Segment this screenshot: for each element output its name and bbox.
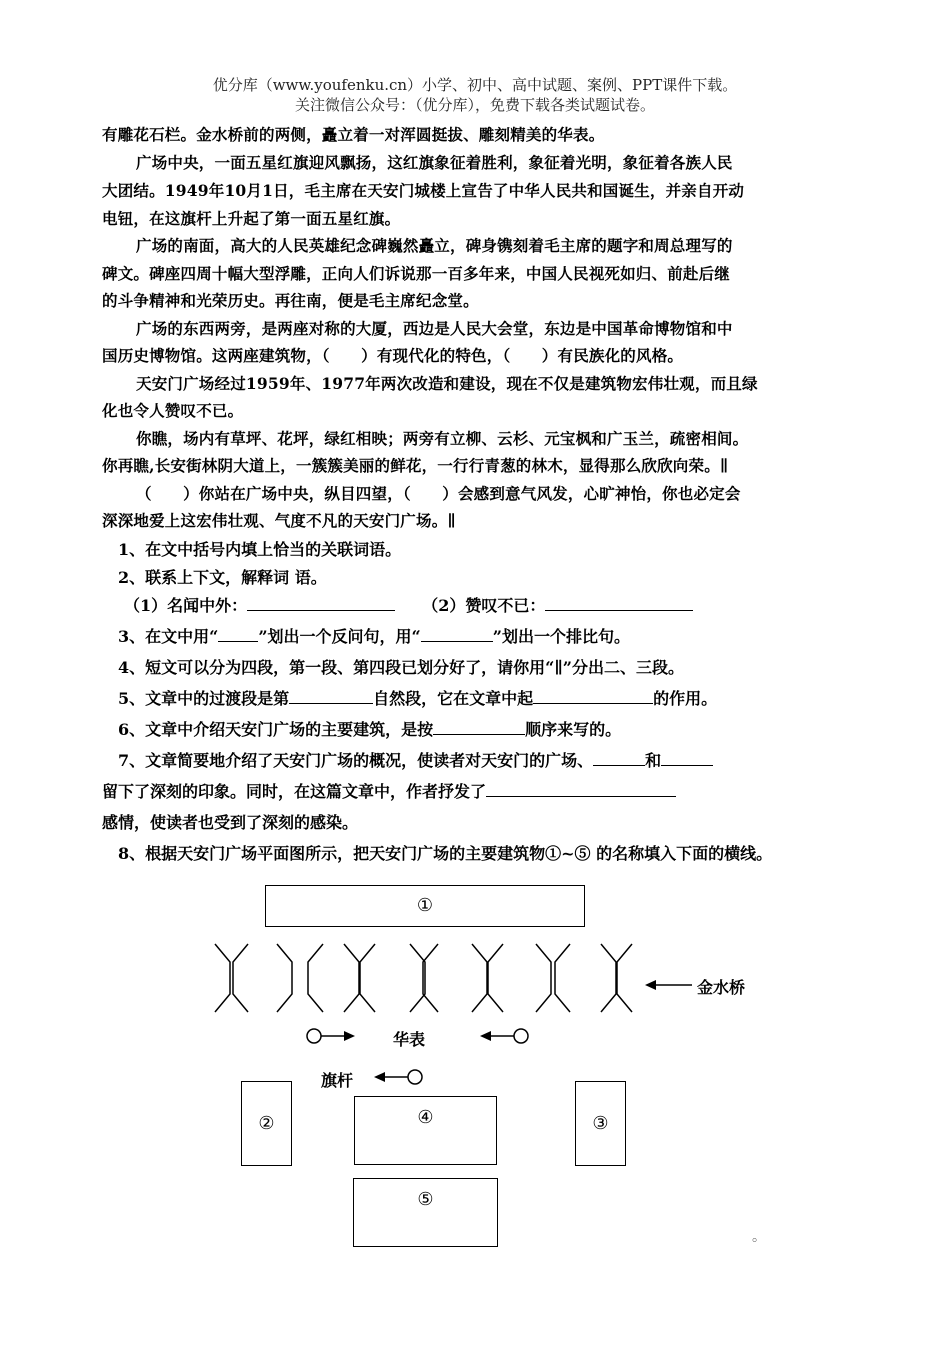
answer-blank[interactable] — [545, 595, 693, 611]
question-7-line-3: 感情，使读者也受到了深刻的感染。 — [102, 813, 359, 832]
question-2-item-1: （1）名闻中外： — [124, 596, 248, 615]
answer-blank[interactable] — [289, 688, 373, 704]
question-4: 4、短文可以分为四段，第一段、第四段已划分好了，请你用“∥”分出二、三段。 — [118, 658, 685, 677]
header-line-2: 关注微信公众号：（优分库），免费下载各类试题试卷。 — [294, 96, 655, 114]
answer-blank[interactable] — [421, 626, 493, 642]
question-3-text: ”划出一个排比句。 — [492, 627, 630, 646]
answer-blank[interactable] — [486, 781, 676, 797]
question-6-text: 6、文章中介绍天安门广场的主要建筑，是按 — [118, 720, 434, 739]
question-7 — [118, 748, 713, 771]
passage-line: 你瞧，场内有草坪、花坪，绿红相映；两旁有立柳、云杉、元宝枫和广玉兰，疏密相间。 — [136, 429, 749, 448]
huabiao-label: 华表 — [393, 1030, 426, 1049]
question-7-text: 7、文章简要地介绍了天安门广场的概况，使读者对天安门的广场、 — [118, 751, 594, 770]
building-4-label: ④ — [417, 1107, 434, 1128]
passage-line: 天安门广场经过1959年、1977年两次改造和建设，现在不仅是建筑物宏伟壮观，而且绿 — [136, 374, 758, 393]
flagpole-label: 旗杆 — [321, 1071, 354, 1090]
question-3-text: 3、在文中用“ — [118, 627, 219, 646]
question-1: 1、在文中括号内填上恰当的关联词语。 — [118, 540, 402, 559]
answer-blank[interactable] — [218, 626, 258, 642]
header-line-1: 优分库（www.youfenku.cn）小学、初中、高中试题、案例、PPT课件下载。 — [212, 76, 738, 94]
answer-blank[interactable] — [533, 688, 653, 704]
passage-line: 广场的东西两旁，是两座对称的大厦，西边是人民大会堂，东边是中国革命博物馆和中 — [136, 319, 733, 338]
building-4-box — [354, 1096, 497, 1165]
question-5 — [118, 686, 717, 709]
passage-line: 化也令人赞叹不已。 — [102, 401, 244, 420]
passage-line: 广场的南面，高大的人民英雄纪念碑巍然矗立，碑身镌刻着毛主席的题字和周总理写的 — [136, 236, 733, 255]
passage-line: 有雕花石栏。金水桥前的两侧，矗立着一对浑圆挺拔、雕刻精美的华表。 — [102, 125, 605, 144]
building-1-box — [265, 885, 585, 927]
building-3-label: ③ — [592, 1113, 609, 1134]
passage-line: 你再瞧,长安街林阴大道上，一簇簇美丽的鲜花，一行行青葱的林木，显得那么欣欣向荣。∥ — [102, 456, 729, 475]
question-6 — [118, 717, 621, 740]
question-7-line-2 — [102, 779, 676, 802]
building-2-label: ② — [258, 1113, 275, 1134]
bridge-label: 金水桥 — [697, 978, 746, 997]
passage-line: 广场中央，一面五星红旗迎风飘扬，这红旗象征着胜利，象征着光明，象征着各族人民 — [136, 153, 733, 172]
passage-line: 碑文。碑座四周十幅大型浮雕，正向人们诉说那一百多年来，中国人民视死如归、前赴后继 — [102, 264, 731, 283]
question-5-text: 的作用。 — [653, 689, 718, 708]
passage-line: 电钮，在这旗杆上升起了第一面五星红旗。 — [102, 209, 401, 228]
passage-line: 国历史博物馆。这两座建筑物，（ ）有现代化的特色，（ ）有民族化的风格。 — [102, 346, 684, 365]
question-8: 8、根据天安门广场平面图所示，把天安门广场的主要建筑物①~⑤ 的名称填入下面的横线。 — [118, 844, 773, 863]
building-3-box — [575, 1081, 626, 1166]
question-3 — [118, 624, 630, 647]
question-7-text: 和 — [645, 751, 662, 770]
passage-line: （ ）你站在广场中央，纵目四望，（ ）会感到意气风发，心旷神怡，你也必定会 — [136, 484, 741, 503]
question-2-item-2: （2）赞叹不已： — [422, 596, 546, 615]
answer-blank[interactable] — [433, 719, 525, 735]
building-1-label: ① — [416, 895, 434, 916]
building-5-label: ⑤ — [417, 1189, 434, 1210]
passage-line: 的斗争精神和光荣历史。再往南，便是毛主席纪念堂。 — [102, 291, 479, 310]
answer-blank[interactable] — [661, 750, 713, 766]
question-5-text: 自然段，它在文章中起 — [373, 689, 534, 708]
answer-blank[interactable] — [247, 595, 395, 611]
footer-period: 。 — [752, 1229, 766, 1245]
question-5-text: 5、文章中的过渡段是第 — [118, 689, 290, 708]
building-2-box — [241, 1081, 292, 1166]
question-6-text: 顺序来写的。 — [525, 720, 622, 739]
question-2: 2、联系上下文，解释词 语。 — [118, 568, 327, 587]
question-2-items — [124, 593, 693, 616]
building-5-box — [353, 1178, 498, 1247]
question-7-text: 留下了深刻的印象。同时，在这篇文章中，作者抒发了 — [102, 782, 487, 801]
passage-line: 大团结。1949年10月1日，毛主席在天安门城楼上宣告了中华人民共和国诞生，并亲自开动 — [102, 181, 745, 200]
question-3-text: ”划出一个反问句，用“ — [258, 627, 421, 646]
answer-blank[interactable] — [593, 750, 645, 766]
passage-line: 深深地爱上这宏伟壮观、气度不凡的天安门广场。∥ — [102, 511, 456, 530]
